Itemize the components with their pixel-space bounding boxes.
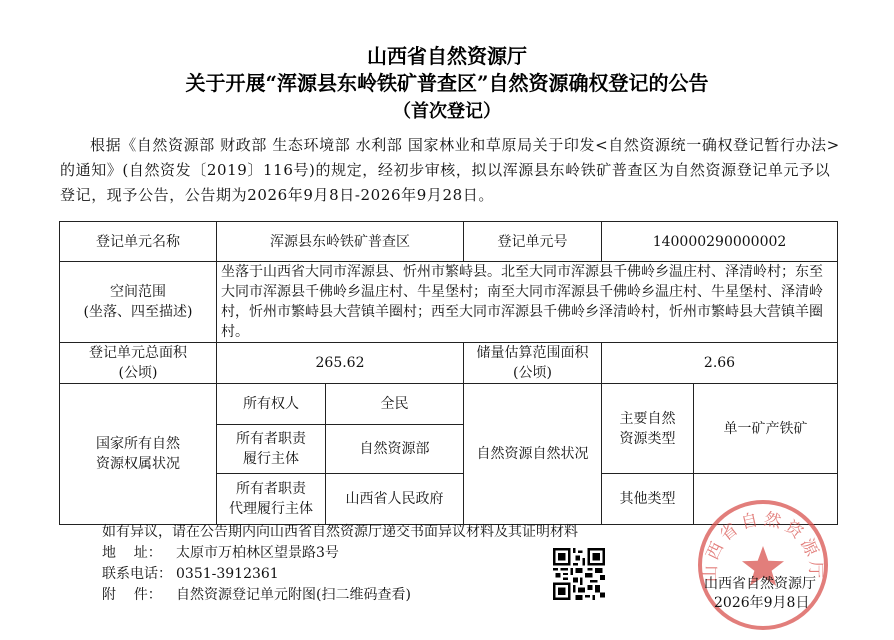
attach-value: 自然资源登记单元附图(扫二维码查看)	[176, 587, 411, 603]
reserve-value: 2.66	[602, 343, 838, 384]
footer-block	[102, 522, 578, 606]
duty-value: 自然资源部	[326, 425, 464, 474]
phone-value: 0351-3912361	[176, 566, 279, 582]
official-seal	[688, 490, 838, 640]
area-unit: (公顷)	[118, 365, 158, 381]
scope-sublabel: (坐落、四至描述)	[83, 304, 193, 320]
unit-name-label: 登记单元名称	[60, 222, 217, 262]
unit-no-label: 登记单元号	[464, 222, 602, 262]
ownership-label-2: 资源权属状况	[96, 456, 180, 472]
phone-line	[102, 564, 578, 585]
seal-text: 山西省自然资源厅	[700, 509, 826, 583]
table-row	[60, 343, 838, 384]
agent-value: 山西省人民政府	[326, 474, 464, 525]
scope-label-cell	[60, 262, 217, 343]
agent-label-2: 代理履行主体	[229, 501, 313, 517]
area-label: 登记单元总面积	[89, 345, 187, 361]
main-type-label-2: 资源类型	[619, 430, 676, 447]
duty-label-cell	[217, 425, 326, 474]
title-line-3: （首次登记）	[393, 101, 501, 122]
phone-label: 联系电话：	[102, 566, 172, 582]
owner-value: 全民	[326, 384, 464, 425]
attach-line	[102, 585, 578, 606]
address-line	[102, 543, 578, 564]
duty-label-2: 履行主体	[243, 451, 299, 467]
main-type-label: 主要自然	[619, 410, 676, 427]
agent-label-cell	[217, 474, 326, 525]
unit-name-value: 浑源县东岭铁矿普查区	[217, 222, 464, 262]
signer-name: 山西省自然资源厅	[704, 576, 816, 592]
owner-label: 所有权人	[217, 384, 326, 425]
reserve-unit: (公顷)	[513, 365, 552, 381]
nature-label: 自然资源自然状况	[464, 384, 602, 525]
publish-date: 2026年9月8日	[714, 595, 810, 611]
intro-paragraph: 根据《自然资源部 财政部 生态环境部 水利部 国家林业和草原局关于印发<自然资源统一确权登记暂行办法>的通知》(自然资发〔2019〕116号)的规定，经初步审核，拟以浑源县东岭铁矿普查区为自然资源登记单元予以登记，现予公告，公告期为2026年9月8日-2026年9月28日。	[60, 136, 840, 204]
address-label: 地 址：	[102, 545, 162, 561]
qr-code-icon[interactable]	[553, 548, 605, 600]
reserve-label-cell	[464, 343, 602, 384]
main-type-value: 单一矿产铁矿	[694, 384, 838, 474]
attach-label: 附 件：	[102, 587, 162, 603]
scope-label: 空间范围	[110, 284, 166, 300]
ownership-label-cell	[60, 384, 217, 525]
duty-label: 所有者职责	[236, 431, 306, 447]
table-row	[60, 262, 838, 343]
registration-table	[59, 221, 838, 525]
title-line-1: 山西省自然资源厅	[367, 44, 527, 68]
unit-no-value: 140000290000002	[602, 222, 838, 262]
title-line-2: 关于开展“浑源县东岭铁矿普查区”自然资源确权登记的公告	[185, 71, 709, 95]
table-row	[60, 384, 838, 425]
scope-text: 坐落于山西省大同市浑源县、忻州市繁峙县。北至大同市浑源县千佛岭乡温庄村、泽清岭村；东至大同市浑源县千佛岭乡温庄村、牛星堡村；南至大同市浑源县千佛岭乡温庄村、牛星堡村、泽清岭村，忻州市繁峙县大营镇羊圈村；西至大同市浑源县千佛岭乡泽清岭村，忻州市繁峙县大营镇羊圈村。	[217, 262, 838, 343]
area-label-cell	[60, 343, 217, 384]
agent-label: 所有者职责	[236, 481, 306, 497]
area-value: 265.62	[217, 343, 464, 384]
other-type-label: 其他类型	[602, 474, 694, 525]
address-value: 太原市万柏林区望景路3号	[176, 545, 339, 561]
ownership-label: 国家所有自然	[96, 436, 180, 452]
reserve-label: 储量估算范围面积	[476, 345, 589, 361]
table-row	[60, 222, 838, 262]
main-type-label-cell	[602, 384, 694, 474]
objection-line: 如有异议，请在公告期内向山西省自然资源厅递交书面异议材料及其证明材料	[102, 524, 578, 540]
